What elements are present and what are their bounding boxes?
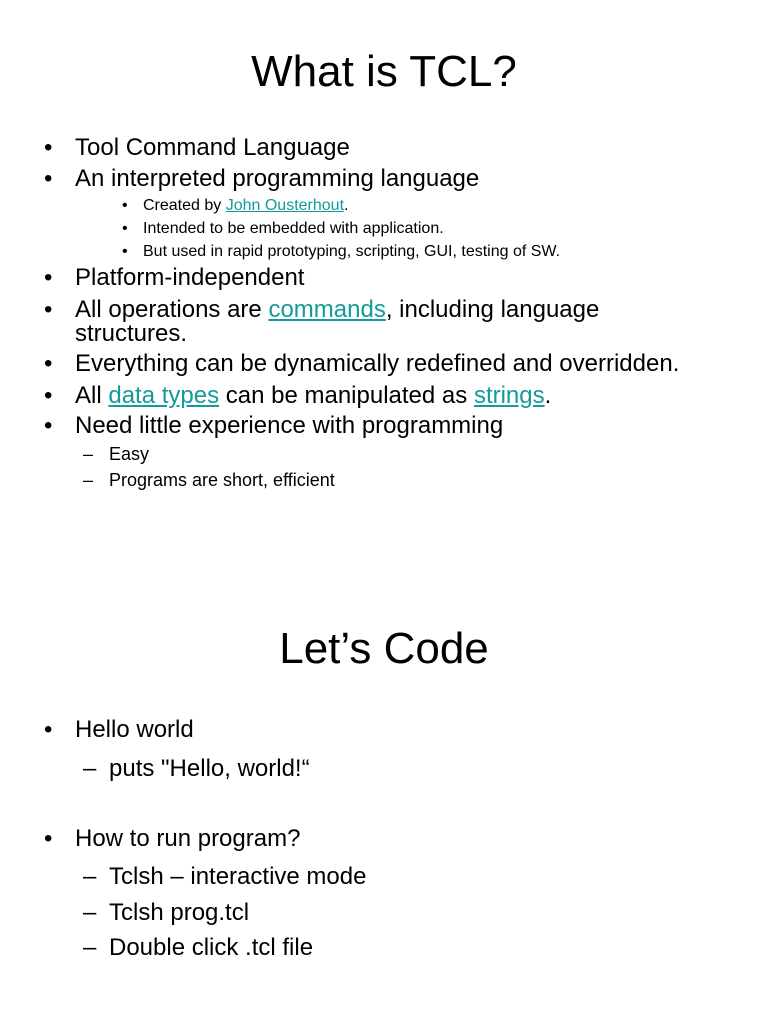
bullet-marker: • [44, 350, 53, 377]
bullet-data-types [75, 382, 551, 410]
commands-link[interactable]: commands [268, 296, 386, 323]
bullet-hello-world: Hello world [75, 716, 194, 743]
datatypes-middle: can be manipulated as [219, 382, 474, 409]
bullet-marker: • [44, 412, 53, 439]
data-types-link[interactable]: data types [108, 382, 220, 409]
bullet-tool-command-language: Tool Command Language [75, 134, 350, 161]
sub-bullet-tclsh-prog: Tclsh prog.tcl [109, 899, 250, 926]
bullet-marker: • [44, 825, 53, 852]
strings-link[interactable]: strings [473, 382, 545, 409]
sub-bullet-easy: Easy [109, 444, 150, 464]
created-by-suffix: . [344, 197, 349, 214]
bullet-marker: • [44, 716, 53, 743]
bullet-marker: • [44, 296, 53, 323]
dash-marker: – [83, 899, 97, 926]
sub-bullet-puts: puts "Hello, world!“ [109, 755, 310, 782]
datatypes-prefix: All [75, 382, 109, 409]
dash-marker: – [83, 470, 94, 490]
bullet-platform-independent: Platform-independent [75, 264, 305, 291]
dash-marker: – [83, 934, 97, 961]
bullet-marker: • [44, 382, 53, 409]
slide-title: What is TCL? [251, 47, 517, 96]
bullet-marker: • [44, 264, 53, 291]
operations-suffix: , including language [385, 296, 600, 323]
dash-marker: – [83, 755, 97, 782]
bullet-dynamically-redefined: Everything can be dynamically redefined and overridden. [75, 350, 680, 377]
bullet-marker: • [122, 220, 128, 237]
bullet-embedded: Intended to be embedded with application. [143, 220, 444, 237]
bullet-marker: • [44, 134, 53, 161]
dash-marker: – [83, 863, 97, 890]
bullet-marker: • [122, 197, 128, 214]
created-by-prefix: Created by [143, 197, 226, 214]
bullet-created-by [143, 196, 348, 216]
sub-bullet-short-efficient: Programs are short, efficient [109, 470, 335, 490]
datatypes-suffix: . [544, 382, 552, 409]
bullet-marker: • [122, 243, 128, 260]
sub-bullet-double-click: Double click .tcl file [109, 934, 314, 961]
slide-title: Let’s Code [279, 624, 489, 673]
bullet-marker: • [44, 165, 53, 192]
operations-prefix: All operations are [75, 296, 269, 323]
bullet-all-operations-continued: structures. [75, 320, 188, 347]
bullet-rapid-prototyping: But used in rapid prototyping, scripting, GUI, testing of SW. [143, 243, 561, 260]
bullet-little-experience: Need little experience with programming [75, 412, 504, 439]
dash-marker: – [83, 444, 94, 464]
bullet-how-to-run: How to run program? [75, 825, 301, 852]
sub-bullet-tclsh-interactive: Tclsh – interactive mode [109, 863, 367, 890]
slide-lets-code [0, 512, 768, 1024]
bullet-interpreted-language: An interpreted programming language [75, 165, 480, 192]
john-ousterhout-link[interactable]: John Ousterhout [225, 197, 345, 214]
